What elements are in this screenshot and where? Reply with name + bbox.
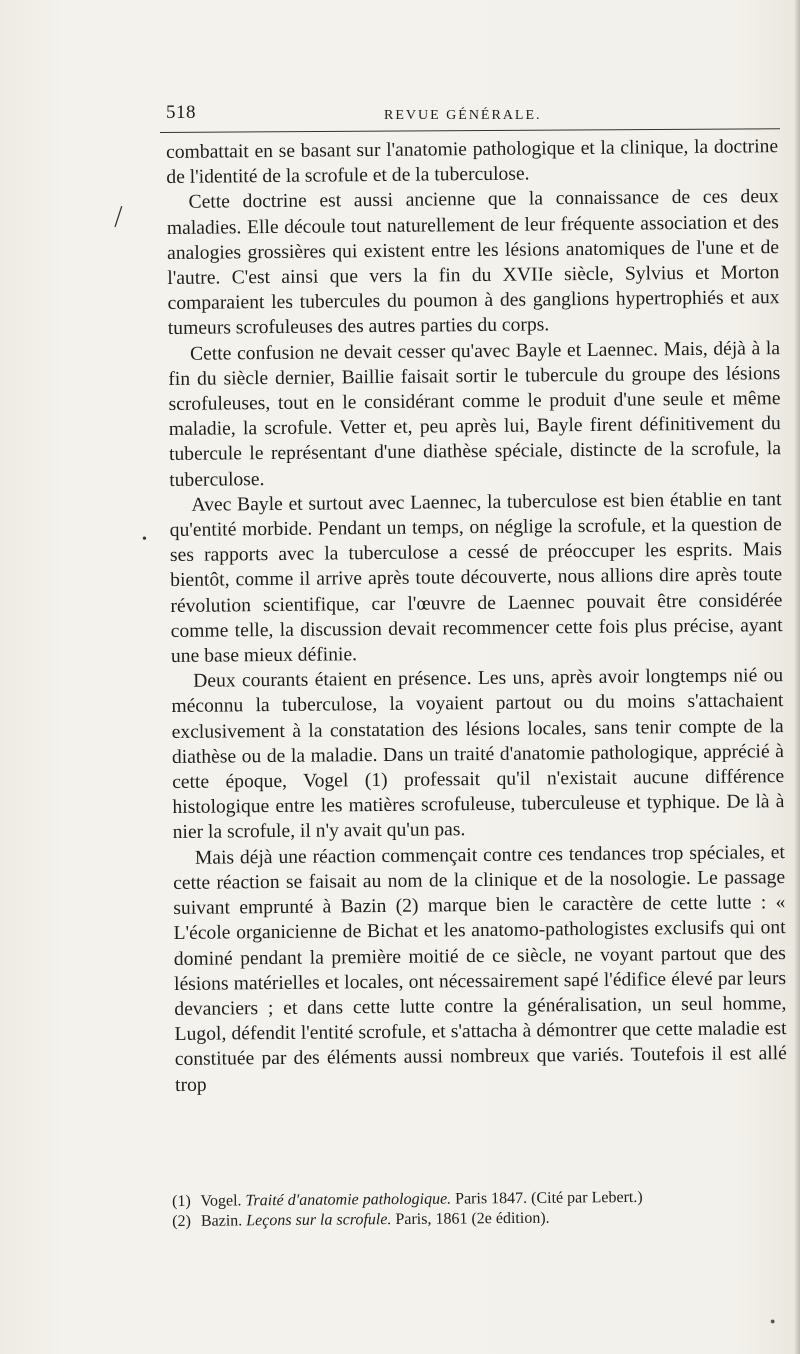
- footnote-work: Leçons sur la scrofule.: [246, 1211, 392, 1230]
- footnote-author: Vogel.: [200, 1192, 242, 1210]
- margin-bullet-mark: •: [142, 532, 147, 547]
- footnotes: [172, 1187, 772, 1232]
- page-header: [166, 100, 778, 132]
- footnote-work: Traité d'anatomie pathologique.: [245, 1190, 452, 1210]
- footnote: [172, 1207, 772, 1232]
- running-title: REVUE GÉNÉRALE.: [384, 108, 542, 123]
- paragraph: Mais déjà une réaction commençait contre ces tendances trop spéciales, et cette réaction se faisait au nom de la clinique et de la nosologie. Le passage suivant emprunté à Bazin (2) marque bien le caractère de cette lutte : « L'école organicienne de Bichat et les anatomo-pathologistes exclusifs qui ont dominé pendant la première moitié de ce siècle, ne voyant partout que des lésions matérielles et locales, ont nécessairement sapé l'édifice élevé par leurs devanciers ; et dans cette lutte contre la généralisation, un seul homme, Lugol, défendit l'entité scrofule, et s'attacha à démontrer que cette maladie est constituée par des éléments aussi nombreux que variés. Toutefois il est allé trop: [173, 841, 787, 1096]
- body-text: [166, 134, 787, 1098]
- footnote-details: Paris, 1861 (2e édition).: [395, 1209, 550, 1229]
- page-speck-mark: ●: [770, 1316, 776, 1326]
- page-edge-shadow: [794, 0, 800, 1354]
- paragraph: Avec Bayle et surtout avec Laennec, la tuberculose est bien établie en tant qu'entité morbide. Pendant un temps, on néglige la scrofule, et la question de ses rapports avec la tuberculose a cessé de préoccuper les esprits. Mais bientôt, comme il arrive après toute découverte, nous allions dire après toute révolution scientifique, car l'œuvre de Laennec pouvait être considérée comme telle, la discussion devait recommencer cette fois plus précise, ayant une base mieux définie.: [169, 488, 783, 668]
- paragraph: Cette doctrine est aussi ancienne que la connaissance de ces deux maladies. Elle découle tout naturellement de leur fréquente association et des analogies grossières qui existent entre les lésions anatomiques de l'une et de l'autre. C'est ainsi que vers la fin du XVIIe siècle, Sylvius et Morton comparaient les tubercules du poumon à des ganglions hypertrophiés et aux tumeurs scrofuleuses des autres parties du corps.: [166, 186, 780, 340]
- margin-pencil-mark: │: [109, 204, 128, 228]
- paragraph: combattait en se basant sur l'anatomie pathologique et la clinique, la doctrine de l'identité de la scrofule et de la tuberculose.: [166, 136, 779, 189]
- paragraph: Deux courants étaient en présence. Les uns, après avoir longtemps nié ou méconnu la tuberculose, la voyaient partout ou du moins s'attachaient exclusivement à la constatation des lésions locales, sans tenir compte de la diathèse ou de la maladie. Dans un traité d'anatomie pathologique, apprécié à cette époque, Vogel (1) professait qu'il n'existait aucune différence histologique entre les matières scrofuleuse, tuberculeuse et typhique. De là à nier la scrofule, il n'y avait qu'un pas.: [171, 665, 785, 844]
- footnote-ref: (2): [172, 1212, 191, 1230]
- footnote-ref: (1): [172, 1192, 191, 1210]
- footnote-author: Bazin.: [200, 1212, 243, 1230]
- page-number: 518: [166, 102, 196, 123]
- footnote-details: Paris 1847. (Cité par Lebert.): [455, 1188, 643, 1208]
- paragraph: Cette confusion ne devait cesser qu'avec Bayle et Laennec. Mais, déjà à la fin du siècle dernier, Baillie faisait sortir le tubercule du groupe des lésions scrofuleuses, tout en le considérant comme le produit d'une seule et même maladie, la scrofule. Vetter et, peu après lui, Bayle firent définitivement du tubercule le représentant d'une diathèse spéciale, distincte de la scrofule, la tuberculose.: [168, 337, 782, 491]
